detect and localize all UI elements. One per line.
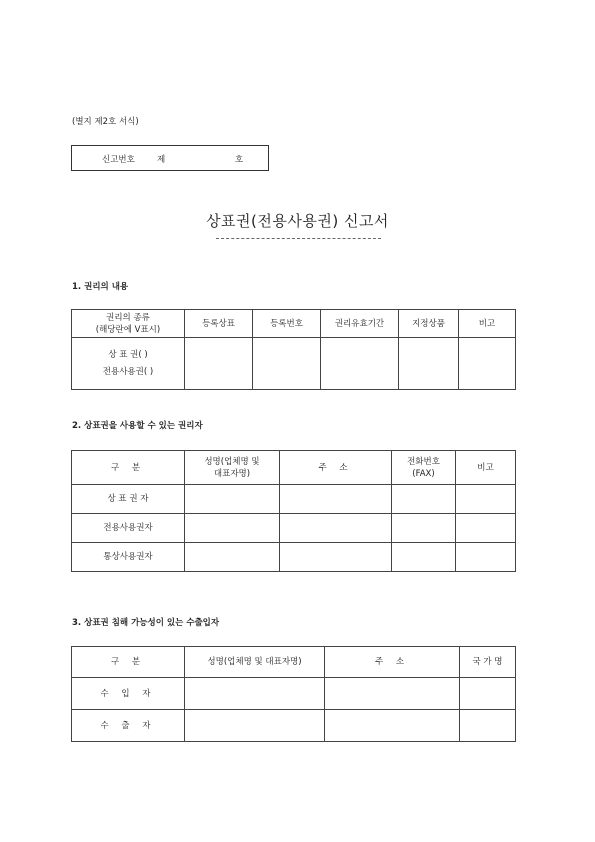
rightholders-table <box>71 450 516 572</box>
rights-table <box>71 309 516 390</box>
header-country: 국 가 명 <box>460 647 516 678</box>
report-number-label: 신고번호 <box>102 155 135 165</box>
importers-exporters-table <box>71 646 516 742</box>
table-cell[interactable] <box>280 514 392 543</box>
table-cell[interactable] <box>185 514 280 543</box>
section2-heading: 2. 상표권을 사용할 수 있는 권리자 <box>72 421 203 431</box>
registered-mark-cell[interactable] <box>185 338 253 390</box>
row-label-exclusive-licensee: 전용사용권자 <box>72 514 185 543</box>
right-type-options <box>72 338 185 390</box>
table-cell[interactable] <box>392 485 456 514</box>
table-cell[interactable] <box>325 710 460 742</box>
table-cell[interactable] <box>460 710 516 742</box>
table-cell[interactable] <box>185 678 325 710</box>
table-cell[interactable] <box>280 543 392 572</box>
table-cell[interactable] <box>392 514 456 543</box>
row-label-exporter: 수 출 자 <box>72 710 185 742</box>
header-validity-period: 권리유효기간 <box>321 310 399 338</box>
table-cell[interactable] <box>325 678 460 710</box>
validity-period-cell[interactable] <box>321 338 399 390</box>
table-cell[interactable] <box>185 710 325 742</box>
header-name: 성명(업체명 및 대표자명) <box>185 451 280 485</box>
table-cell[interactable] <box>185 485 280 514</box>
header-category: 구 분 <box>72 451 185 485</box>
table-cell[interactable] <box>185 543 280 572</box>
header-address: 주 소 <box>280 451 392 485</box>
form-note: (별지 제2호 서식) <box>72 117 139 127</box>
report-number-je: 제 <box>157 155 166 165</box>
header-registration-number: 등록번호 <box>253 310 321 338</box>
header-remarks: 비고 <box>456 451 516 485</box>
registration-number-cell[interactable] <box>253 338 321 390</box>
header-designated-goods: 지정상품 <box>399 310 459 338</box>
section1-heading: 1. 권리의 내용 <box>72 282 129 292</box>
row-label-trademark-holder: 상 표 권 자 <box>72 485 185 514</box>
header-name: 성명(업체명 및 대표자명) <box>185 647 325 678</box>
report-number-box <box>71 145 269 171</box>
row-label-importer: 수 입 자 <box>72 678 185 710</box>
table-cell[interactable] <box>456 543 516 572</box>
table-cell[interactable] <box>456 514 516 543</box>
exclusive-license-option: 전용사용권( ) <box>102 366 154 377</box>
designated-goods-cell[interactable] <box>399 338 459 390</box>
header-address: 주 소 <box>325 647 460 678</box>
remarks-cell[interactable] <box>459 338 516 390</box>
table-cell[interactable] <box>456 485 516 514</box>
trademark-option: 상 표 권( ) <box>108 349 148 360</box>
header-remarks: 비고 <box>459 310 516 338</box>
header-phone: 전화번호 (FAX) <box>392 451 456 485</box>
table-cell[interactable] <box>460 678 516 710</box>
table-cell[interactable] <box>392 543 456 572</box>
header-right-type: 권리의 종류 (해당란에 V표시) <box>72 310 185 338</box>
row-label-nonexclusive-licensee: 통상사용권자 <box>72 543 185 572</box>
table-cell[interactable] <box>280 485 392 514</box>
title-underline <box>216 238 381 239</box>
report-number-ho: 호 <box>235 155 244 165</box>
header-category: 구 분 <box>72 647 185 678</box>
page-title: 상표권(전용사용권) 신고서 <box>206 212 389 230</box>
section3-heading: 3. 상표권 침해 가능성이 있는 수출입자 <box>72 618 220 628</box>
header-registered-mark: 등록상표 <box>185 310 253 338</box>
